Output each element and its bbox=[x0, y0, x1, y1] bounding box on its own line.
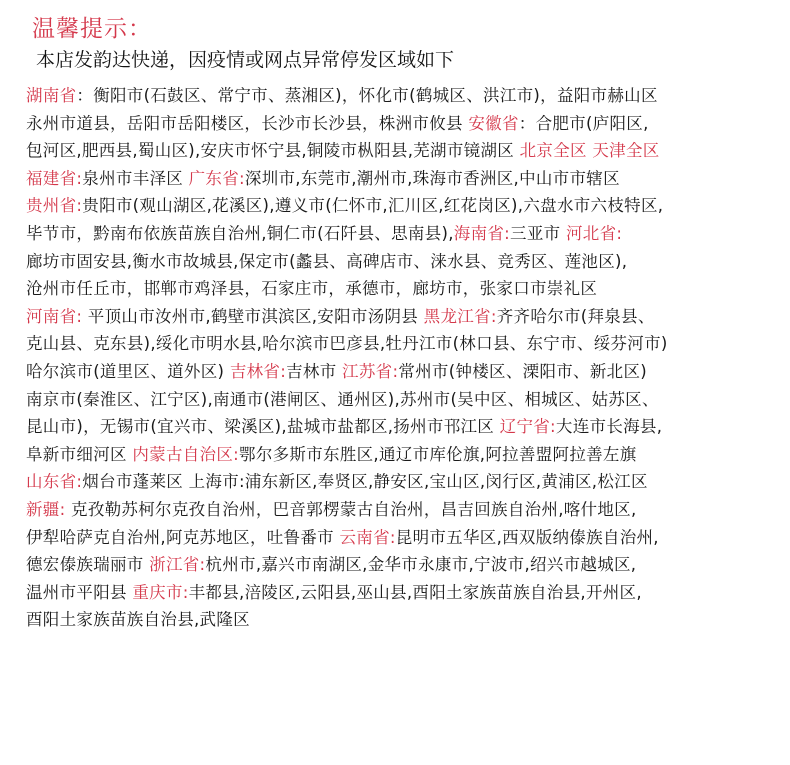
province-label: 吉林省: bbox=[229, 361, 287, 381]
province-label: 河北省: bbox=[565, 223, 623, 243]
province-label: 海南省: bbox=[453, 223, 511, 243]
region-line bbox=[26, 165, 776, 193]
region-text: ：合肥市(庐阳区, bbox=[518, 113, 649, 133]
province-label: 重庆市: bbox=[132, 582, 189, 602]
province-label: 福建省: bbox=[26, 168, 83, 188]
region-text: 深圳市,东莞市,潮州市,珠海市香洲区,中山市市辖区 bbox=[244, 168, 620, 188]
province-label: 新疆: bbox=[26, 499, 66, 519]
region-text: 杭州市,嘉兴市南湖区,金华市永康市,宁波市,绍兴市越城区, bbox=[205, 555, 637, 575]
region-text: 烟台市蓬莱区 上海市:浦东新区,奉贤区,静安区,宝山区,闵行区,黄浦区,松江区 bbox=[82, 472, 648, 492]
region-text: 德宏傣族瑞丽市 bbox=[26, 555, 150, 575]
region-line bbox=[26, 220, 776, 248]
region-text: 沧州市任丘市，邯郸市鸡泽县，石家庄市，承德市，廊坊市，张家口市崇礼区 bbox=[26, 279, 598, 299]
region-text: 哈尔滨市(道里区、道外区) bbox=[26, 361, 230, 381]
region-line bbox=[26, 275, 776, 303]
region-line bbox=[26, 358, 776, 386]
province-label: 云南省: bbox=[339, 527, 396, 547]
region-text: 南京市(秦淮区、江宁区),南通市(港闸区、通州区),苏州市(吴中区、相城区、姑苏区、 bbox=[26, 389, 659, 409]
region-line bbox=[26, 330, 776, 358]
region-text: 吉林市 bbox=[286, 361, 343, 381]
region-line bbox=[26, 110, 776, 138]
region-text: 昆明市五华区,西双版纳傣族自治州, bbox=[395, 527, 659, 547]
region-line bbox=[26, 579, 776, 607]
region-text: 鄂尔多斯市东胜区,通辽市库伦旗,阿拉善盟阿拉善左旗 bbox=[239, 444, 637, 464]
region-text: 昆山市)，无锡市(宜兴市、梁溪区),盐城市盐都区,扬州市邗江区 bbox=[26, 417, 500, 437]
region-line bbox=[26, 248, 776, 276]
region-text: 常州市(钟楼区、溧阳市、新北区) bbox=[398, 361, 647, 381]
region-line bbox=[26, 82, 776, 110]
region-text: 永州市道县，岳阳市岳阳楼区，长沙市长沙县，株洲市攸县 bbox=[26, 113, 469, 133]
province-label: 湖南省 bbox=[26, 86, 77, 105]
province-label: 内蒙古自治区: bbox=[132, 444, 240, 464]
province-label: 黑龙江省: bbox=[423, 306, 497, 326]
region-text: 毕节市，黔南布依族苗族自治州,铜仁市(石阡县、思南县), bbox=[26, 223, 454, 243]
province-label: 北京全区 天津全区 bbox=[519, 141, 660, 161]
province-label: 广东省: bbox=[188, 168, 245, 188]
region-text: 克孜勒苏柯尔克孜自治州，巴音郭楞蒙古自治州，昌吉回族自治州,喀什地区, bbox=[65, 499, 637, 519]
province-label: 浙江省: bbox=[149, 555, 206, 575]
region-line bbox=[26, 386, 776, 414]
region-line bbox=[26, 441, 776, 469]
region-line bbox=[26, 303, 776, 331]
region-text: 克山县、克东县),绥化市明水县,哈尔滨市巴彦县,牡丹江市(林口县、东宁市、绥芬河市) bbox=[26, 334, 668, 354]
region-text: 丰都县,涪陵区,云阳县,巫山县,酉阳土家族苗族自治县,开州区, bbox=[188, 582, 642, 602]
notice-title: 温馨提示： bbox=[32, 16, 152, 42]
region-line bbox=[26, 551, 776, 579]
region-line bbox=[26, 606, 776, 634]
province-label: 安徽省 bbox=[468, 113, 519, 133]
region-text: 齐齐哈尔市(拜泉县、 bbox=[496, 306, 655, 326]
region-text: 三亚市 bbox=[510, 223, 566, 243]
region-line bbox=[26, 524, 776, 552]
region-text: ：衡阳市(石鼓区、常宁市、蒸湘区)，怀化市(鹤城区、洪江市)，益阳市赫山区 bbox=[76, 86, 658, 105]
region-line bbox=[26, 496, 776, 524]
region-text: 廊坊市固安县,衡水市故城县,保定市(蠡县、高碑店市、涞水县、竞秀区、莲池区), bbox=[26, 251, 628, 271]
region-text: 泉州市丰泽区 bbox=[82, 168, 189, 188]
region-line bbox=[26, 137, 776, 165]
region-text: 贵阳市(观山湖区,花溪区),遵义市(仁怀市,汇川区,红花岗区),六盘水市六枝特区, bbox=[82, 196, 664, 216]
notice-subtitle: 本店发韵达快递，因疫情或网点异常停发区域如下 bbox=[36, 49, 455, 71]
region-text: 阜新市细河区 bbox=[26, 444, 133, 464]
region-text: 大连市长海县, bbox=[555, 417, 663, 437]
suspended-regions-list bbox=[26, 82, 776, 634]
region-text: 酉阳土家族苗族自治县,武隆区 bbox=[26, 610, 250, 630]
province-label: 河南省: bbox=[26, 306, 83, 326]
region-text: 平顶山市汝州市,鹤壁市淇滨区,安阳市汤阴县 bbox=[82, 306, 424, 326]
region-line bbox=[26, 192, 776, 220]
region-text: 温州市平阳县 bbox=[26, 582, 133, 602]
region-line bbox=[26, 468, 776, 496]
region-text: 包河区,肥西县,蜀山区),安庆市怀宁县,铜陵市枞阳县,芜湖市镜湖区 bbox=[26, 141, 520, 161]
province-label: 贵州省: bbox=[26, 196, 83, 216]
province-label: 辽宁省: bbox=[499, 417, 556, 437]
province-label: 山东省: bbox=[26, 472, 83, 492]
province-label: 江苏省: bbox=[342, 361, 399, 381]
region-line bbox=[26, 413, 776, 441]
region-text: 伊犁哈萨克自治州,阿克苏地区，吐鲁番市 bbox=[26, 527, 340, 547]
